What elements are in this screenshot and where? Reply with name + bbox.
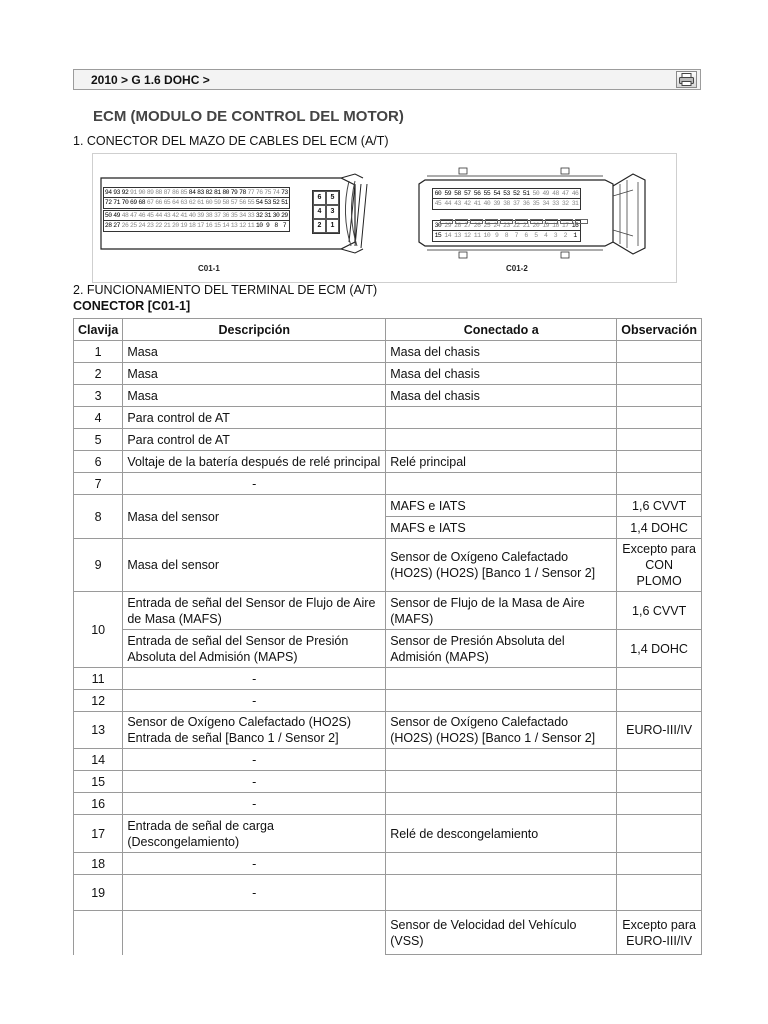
pin-number: 9 [265,222,270,229]
pin-number: 59 [213,199,221,206]
pin-number: 30 [272,212,280,219]
pin-number: 36 [522,200,530,207]
pin-number: 36 [222,212,229,219]
pin-number: 91 [130,189,137,196]
pin-number: 19 [542,222,549,229]
pin-number: 33 [247,212,255,219]
pin-number: 51 [281,199,288,206]
observation-cell: 1,6 CVVT [617,495,702,517]
pin-number: 83 [197,189,204,196]
pin-number: 2 [563,232,567,239]
pin-number: 68 [138,199,146,206]
pin-cell: 8 [74,495,123,539]
pin-number: 6 [313,191,326,205]
header-observation: Observación [617,319,702,341]
connected-cell: Sensor de Presión Absoluta del Admisión (MAPS) [386,630,617,668]
description-cell: Masa del sensor [123,539,386,592]
observation-cell: 1,4 DOHC [617,517,702,539]
table-row [74,875,702,911]
slot [455,219,468,224]
description-cell [123,911,386,955]
pin-number: 74 [272,189,280,196]
pin-number: 7 [282,222,287,229]
pin-number: 21 [163,222,171,229]
description-cell: - [123,690,386,712]
observation-cell [617,793,702,815]
pin-row [432,198,581,210]
connected-cell: Sensor de Oxígeno Calefactado (HO2S) (HO2S) [Banco 1 / Sensor 2] [386,712,617,749]
pin-number: 9 [495,232,499,239]
pin-number: 77 [247,189,255,196]
table-row [74,712,702,749]
pin-number: 4 [543,232,548,239]
connector-1-caption: C01-1 [198,264,220,273]
pin-number: 47 [561,190,569,197]
pin-number: 1 [573,232,577,239]
table-row [74,363,702,385]
pin-number: 26 [121,222,129,229]
pin-number: 12 [239,222,246,229]
observation-cell [617,749,702,771]
table-row [74,451,702,473]
pin-number: 23 [146,222,154,229]
observation-cell [617,771,702,793]
pin-number: 56 [239,199,246,206]
pin-number: 25 [130,222,137,229]
pin-number: 29 [281,212,288,219]
connected-cell [386,749,617,771]
description-cell: Sensor de Oxígeno Calefactado (HO2S) Entrada de señal [Banco 1 / Sensor 2] [123,712,386,749]
pin-number: 16 [205,222,213,229]
slot [545,219,558,224]
pin-number: 28 [104,222,112,229]
pin-table [73,318,702,955]
pin-cell: 10 [74,592,123,668]
pin-number: 64 [171,199,179,206]
observation-cell [617,690,702,712]
description-cell: Para control de AT [123,407,386,429]
pin-number: 24 [493,222,501,229]
pin-number: 8 [504,232,509,239]
pin-number: 69 [130,199,137,206]
pin-number: 39 [493,200,501,207]
pin-number: 14 [444,232,452,239]
connected-cell: Masa del chasis [386,385,617,407]
pin-number: 61 [197,199,204,206]
pin-number: 3 [553,232,558,239]
connected-cell: Relé principal [386,451,617,473]
connected-cell [386,407,617,429]
observation-cell [617,815,702,853]
pin-number: 50 [532,190,540,197]
pin-number: 70 [121,199,129,206]
pin-cell: 1 [74,341,123,363]
pin-number: 16 [571,222,579,229]
pin-cell: 7 [74,473,123,495]
pin-number: 22 [155,222,162,229]
pin-number: 45 [434,200,442,207]
pin-number: 57 [230,199,238,206]
connected-cell [386,473,617,495]
table-row [74,911,702,955]
connected-cell: Sensor de Velocidad del Vehículo (VSS) [386,911,617,955]
pin-number: 53 [503,190,510,197]
description-cell: Voltaje de la batería después de relé principal [123,451,386,473]
pin-number: 30 [434,222,442,229]
connected-cell [386,875,617,911]
pin-number: 31 [264,212,271,219]
pin-number: 11 [473,232,481,239]
pin-number: 86 [171,189,179,196]
pin-number: 63 [180,199,188,206]
pin-number: 42 [171,212,179,219]
description-cell: - [123,771,386,793]
connected-cell [386,793,617,815]
pin-number: 6 [524,232,528,239]
pin-number: 41 [473,200,481,207]
observation-cell: Excepto para EURO-III/IV [617,911,702,955]
pin-number: 44 [444,200,452,207]
connector-label: CONECTOR [C01-1] [73,299,191,313]
pin-number: 10 [255,222,263,229]
slot [440,219,453,224]
table-row [74,749,702,771]
pin-number: 49 [113,212,120,219]
slot [515,219,528,224]
pin-block [312,190,340,234]
pin-number: 13 [454,232,461,239]
pin-number: 10 [483,232,491,239]
pin-number: 29 [444,222,452,229]
pin-number: 60 [434,190,442,197]
pin-cell: 19 [74,875,123,911]
connector-2-slots [440,211,590,229]
description-cell: Masa [123,385,386,407]
pin-number: 65 [163,199,171,206]
table-row [74,690,702,712]
pin-cell: 16 [74,793,123,815]
pin-number: 25 [483,222,491,229]
slot [560,219,573,224]
pin-number: 35 [532,200,540,207]
description-cell: - [123,853,386,875]
pin-number: 40 [188,212,196,219]
pin-number: 15 [434,232,442,239]
connected-cell [386,690,617,712]
pin-number: 17 [561,222,569,229]
pin-number: 3 [326,205,339,219]
print-button[interactable] [676,71,697,88]
pin-number: 39 [197,212,204,219]
observation-cell [617,385,702,407]
pin-number: 41 [180,212,188,219]
table-row [74,429,702,451]
pin-number: 37 [512,200,520,207]
pin-number: 27 [463,222,471,229]
pin-number: 44 [155,212,162,219]
description-cell: Masa [123,363,386,385]
description-cell: - [123,793,386,815]
table-body [74,341,702,955]
pin-number: 19 [180,222,188,229]
pin-number: 78 [239,189,246,196]
pin-number: 59 [444,190,452,197]
observation-cell: Excepto para CON PLOMO [617,539,702,592]
observation-cell [617,429,702,451]
description-cell: Entrada de señal de carga (Descongelamiento) [123,815,386,853]
connected-cell: Relé de descongelamiento [386,815,617,853]
pin-number: 58 [222,199,229,206]
pin-number: 46 [138,212,146,219]
connected-cell: MAFS e IATS [386,517,617,539]
pin-number: 2 [313,219,326,233]
connected-cell: Masa del chasis [386,363,617,385]
section-2-heading: 2. FUNCIONAMIENTO DEL TERMINAL DE ECM (A/T) [73,283,378,297]
pin-number: 49 [542,190,549,197]
pin-number: 32 [255,212,263,219]
table-row [74,495,702,517]
table-row [74,793,702,815]
description-cell: - [123,473,386,495]
pin-number: 54 [255,199,263,206]
pin-number: 47 [130,212,137,219]
pin-number: 72 [104,199,112,206]
pin-number: 87 [163,189,171,196]
table-row [74,539,702,592]
pin-number: 38 [503,200,510,207]
observation-cell [617,407,702,429]
pin-number: 14 [222,222,229,229]
observation-cell [617,853,702,875]
observation-cell: 1,6 CVVT [617,592,702,630]
connected-cell: Masa del chasis [386,341,617,363]
pin-number: 75 [264,189,271,196]
pin-number: 66 [155,199,162,206]
table-row [74,771,702,793]
pin-number: 42 [463,200,471,207]
pin-number: 43 [163,212,171,219]
table-row [74,385,702,407]
pin-number: 54 [493,190,501,197]
pin-number: 48 [121,212,129,219]
breadcrumb[interactable]: 2010 > G 1.6 DOHC > [91,73,210,87]
connected-cell [386,771,617,793]
connected-cell: Sensor de Oxígeno Calefactado (HO2S) (HO2S) [Banco 1 / Sensor 2] [386,539,617,592]
table-row [74,668,702,690]
pin-number: 4 [313,205,326,219]
description-cell: Entrada de señal del Sensor de Flujo de Aire de Masa (MAFS) [123,592,386,630]
pin-number: 88 [155,189,162,196]
pin-number: 32 [561,200,569,207]
header-description: Descripción [123,319,386,341]
observation-cell: EURO-III/IV [617,712,702,749]
pin-number: 60 [205,199,213,206]
pin-cell: 14 [74,749,123,771]
pin-number: 11 [247,222,255,229]
pin-number: 84 [188,189,196,196]
pin-number: 53 [264,199,271,206]
pin-number: 52 [512,190,520,197]
pin-number: 62 [188,199,196,206]
description-cell: - [123,668,386,690]
pin-number: 89 [146,189,154,196]
pin-number: 18 [552,222,559,229]
pin-number: 51 [522,190,530,197]
pin-number: 33 [552,200,559,207]
pin-number: 46 [571,190,579,197]
pin-cell: 15 [74,771,123,793]
pin-number: 24 [138,222,146,229]
pin-number: 22 [512,222,520,229]
pin-number: 73 [281,189,288,196]
pin-cell: 11 [74,668,123,690]
table-row [74,815,702,853]
header-connected-to: Conectado a [386,319,617,341]
pin-number: 58 [454,190,461,197]
header-pin: Clavija [74,319,123,341]
printer-icon [677,72,696,87]
pin-number: 82 [205,189,213,196]
pin-number: 12 [463,232,471,239]
pin-number: 28 [454,222,461,229]
table-row [74,853,702,875]
pin-cell: 17 [74,815,123,853]
slot [470,219,483,224]
connector-2-caption: C01-2 [506,264,528,273]
description-cell: Entrada de señal del Sensor de Presión Absoluta del Admisión (MAPS) [123,630,386,668]
observation-cell [617,668,702,690]
pin-number: 94 [104,189,112,196]
pin-cell: 18 [74,853,123,875]
pin-number: 48 [552,190,559,197]
pin-number: 20 [171,222,179,229]
pin-cell: 13 [74,712,123,749]
pin-cell: 4 [74,407,123,429]
pin-number: 93 [113,189,120,196]
connected-cell: MAFS e IATS [386,495,617,517]
pin-number: 90 [138,189,146,196]
pin-number: 15 [213,222,221,229]
pin-number: 40 [483,200,491,207]
breadcrumb-bar [73,69,701,90]
pin-number: 81 [213,189,221,196]
pin-cell: 5 [74,429,123,451]
pin-number: 18 [188,222,196,229]
observation-cell [617,363,702,385]
observation-cell [617,341,702,363]
pin-number: 13 [230,222,238,229]
description-cell: - [123,749,386,771]
pin-number: 5 [534,232,538,239]
table-row [74,592,702,630]
observation-cell [617,875,702,911]
pin-number: 55 [483,190,491,197]
pin-number: 21 [522,222,530,229]
pin-number: 85 [180,189,188,196]
observation-cell [617,473,702,495]
pin-number: 50 [104,212,112,219]
pin-number: 45 [146,212,154,219]
pin-number: 55 [247,199,255,206]
pin-number: 56 [473,190,481,197]
table-row [74,630,702,668]
description-cell: Para control de AT [123,429,386,451]
pin-cell [74,911,123,955]
pin-number: 26 [473,222,481,229]
connected-cell [386,429,617,451]
pin-number: 31 [571,200,579,207]
description-cell: Masa del sensor [123,495,386,539]
pin-number: 38 [205,212,213,219]
pin-number: 43 [454,200,461,207]
slot [500,219,513,224]
pin-row [103,197,290,209]
description-cell: Masa [123,341,386,363]
pin-number: 76 [255,189,263,196]
table-row [74,341,702,363]
pin-number: 37 [213,212,221,219]
pin-number: 57 [463,190,471,197]
pin-number: 67 [146,199,154,206]
pin-number: 79 [230,189,238,196]
pin-number: 71 [113,199,120,206]
pin-number: 27 [113,222,120,229]
connected-cell: Sensor de Flujo de la Masa de Aire (MAFS) [386,592,617,630]
pin-cell: 6 [74,451,123,473]
connected-cell [386,668,617,690]
pin-number: 52 [272,199,280,206]
pin-number: 80 [222,189,229,196]
pin-number: 8 [274,222,278,229]
pin-number: 5 [326,191,339,205]
pin-number: 23 [503,222,510,229]
pin-row [432,230,581,242]
pin-row [103,220,290,232]
pin-number: 17 [197,222,204,229]
pin-number: 1 [326,219,339,233]
slot [485,219,498,224]
table-row [74,407,702,429]
table-row [74,473,702,495]
pin-number: 7 [514,232,518,239]
connected-cell [386,853,617,875]
pin-number: 20 [532,222,540,229]
section-1-heading: 1. CONECTOR DEL MAZO DE CABLES DEL ECM (A/T) [73,134,389,148]
description-cell: - [123,875,386,911]
pin-cell: 3 [74,385,123,407]
page-title: ECM (MODULO DE CONTROL DEL MOTOR) [93,108,404,125]
observation-cell: 1,4 DOHC [617,630,702,668]
pin-number: 34 [239,212,246,219]
pin-number: 92 [121,189,129,196]
pin-cell: 2 [74,363,123,385]
pin-cell: 12 [74,690,123,712]
pin-number: 35 [230,212,238,219]
slot [530,219,543,224]
slot [575,219,588,224]
observation-cell [617,451,702,473]
pin-number: 34 [542,200,549,207]
pin-cell: 9 [74,539,123,592]
table-header-row [74,319,702,341]
